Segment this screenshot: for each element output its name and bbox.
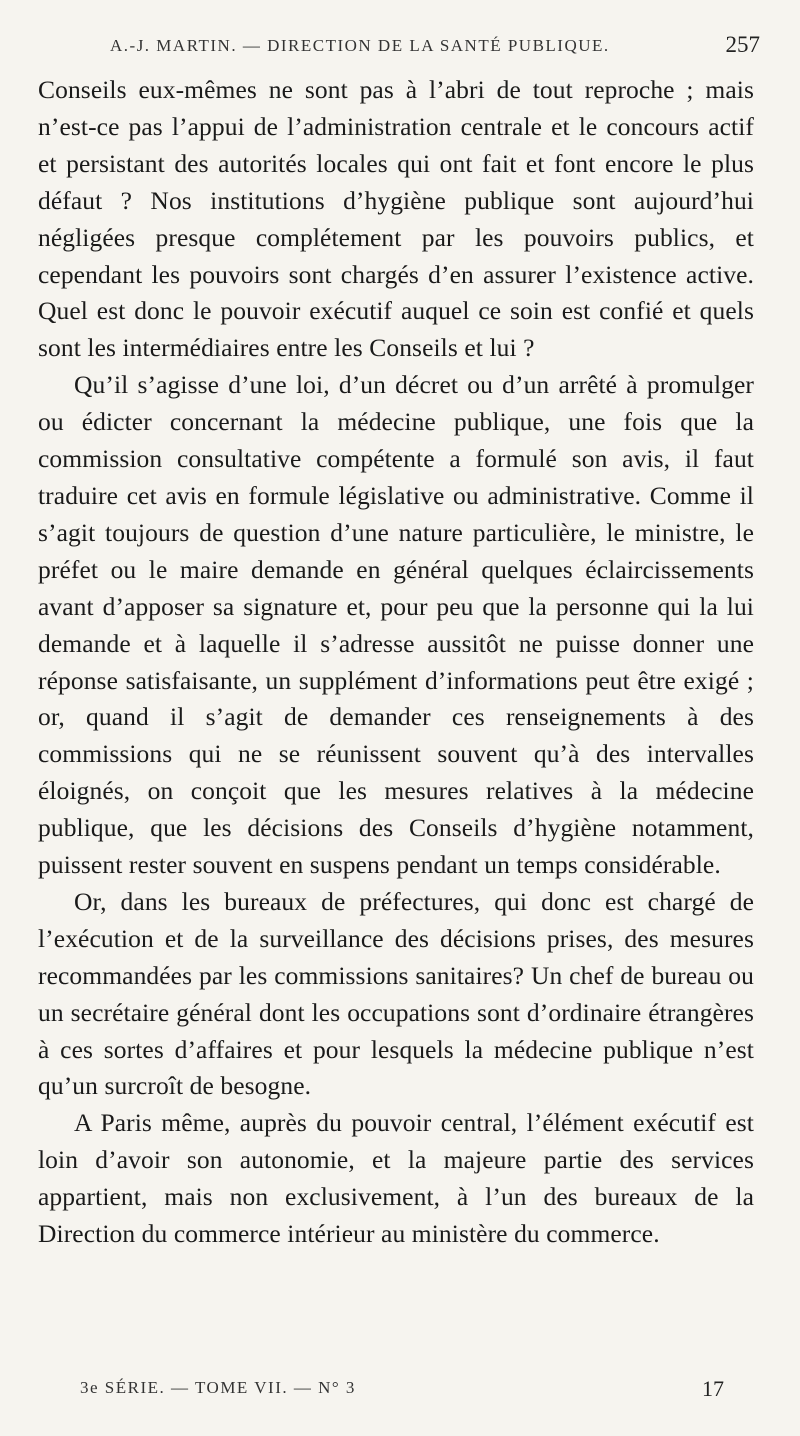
page-number: 257 bbox=[725, 32, 760, 57]
signature-mark: 17 bbox=[702, 1376, 724, 1401]
body-text bbox=[38, 72, 754, 1253]
series-line: 3e SÉRIE. — TOME VII. — N° 3 bbox=[80, 1378, 356, 1397]
paragraph-3: Or, dans les bureaux de préfectures, qui donc est chargé de l’exécution et de la surveillance des décisions prises, des mesures recommandées par les commissions sanitaires? Un chef de bureau ou un secrétaire général dont les occupations sont d’ordinaire étrangères à ces sortes d’affaires et pour lesquels la médecine publique n’est qu’un surcroît de besogne. bbox=[38, 886, 754, 1101]
running-title: A.-J. MARTIN. — DIRECTION DE LA SANTÉ PUBLIQUE. bbox=[110, 36, 610, 55]
paragraph-1: Conseils eux-mêmes ne sont pas à l’abri de tout reproche ; mais n’est-ce pas l’appui de l’administration centrale et le concours actif et persistant des autorités locales qui ont fait et font encore le plus défaut ? Nos institutions d’hygiène publique sont aujourd’hui négligées presque complétement par les pouvoirs publics, et cependant les pouvoirs sont chargés d’en assurer l’existence active. Quel est donc le pouvoir exécutif auquel ce soin est confié et quels sont les intermédiaires entre les Conseils et lui ? bbox=[38, 75, 754, 363]
paragraph-4: A Paris même, auprès du pouvoir central, l’élément exécutif est loin d’avoir son autonomie, et la majeure partie des services appartient, mais non exclusivement, à l’un des bureaux de la Direction du commerce intérieur au ministère du commerce. bbox=[38, 1108, 754, 1249]
paragraph-2: Qu’il s’agisse d’une loi, d’un décret ou d’un arrêté à promulger ou édicter concernant la médecine publique, une fois que la commission consultative compétente a formulé son avis, il faut traduire cet avis en formule législative ou administrative. Comme il s’agit toujours de question d’une nature particulière, le ministre, le préfet ou le maire demande en général quelques éclaircissements avant d’apposer sa signature et, pour peu que la personne qui la lui demande et à laquelle il s’adresse aussitôt ne puisse donner une réponse satisfaisante, un supplément d’informations peut être exigé ; or, quand il s’agit de demander ces renseignements à des commissions qui ne se réunissent souvent qu’à des intervalles éloignés, on conçoit que les mesures relatives à la médecine publique, que les décisions des Conseils d’hygiène notamment, puissent rester souvent en suspens pendant un temps considérable. bbox=[38, 370, 754, 880]
running-head bbox=[40, 32, 760, 62]
page-footer bbox=[40, 1376, 760, 1406]
